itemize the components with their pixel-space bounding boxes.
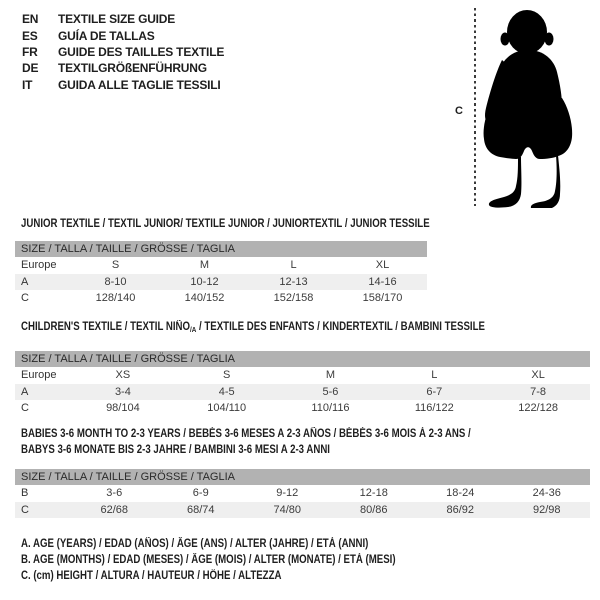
title-pre: CHILDREN'S TEXTILE / TEXTIL NIÑO [21, 321, 191, 333]
cell: 5-6 [279, 384, 383, 401]
size-header-row [15, 469, 590, 485]
cell: S [111, 259, 120, 272]
cell: 68/74 [158, 502, 245, 519]
cell: 158/170 [362, 292, 403, 305]
cell: 18-24 [446, 487, 475, 500]
cell: 10-12 [160, 274, 249, 291]
silhouette-head [507, 10, 547, 54]
lang-row-de [22, 60, 224, 76]
cell: 9-12 [276, 487, 299, 500]
cell: L [290, 259, 297, 272]
cell: 122/128 [518, 402, 558, 415]
cell: 86/92 [417, 502, 504, 519]
children-size-table [15, 351, 590, 417]
babies-title-line1: BABIES 3-6 MONTH TO 2-3 YEARS / BEBÉS 3-6 MESES A 2-3 AÑOS / BÉBÉS 3-6 MOIS À 2-3 ANS / [21, 428, 471, 440]
cell: 74/80 [244, 502, 331, 519]
cell: 6-7 [382, 384, 486, 401]
row-label: C [21, 402, 29, 415]
babies-title-line2: BABYS 3-6 MONATE BIS 2-3 JAHRE / BAMBINI 3-6 MESI A 2-3 ANNI [21, 443, 330, 456]
cell: 92/98 [504, 502, 591, 519]
size-header-label: SIZE / TALLA / TAILLE / GRÖSSE / TAGLIA [15, 351, 590, 367]
table-row [15, 384, 590, 401]
cell: XL [531, 369, 545, 382]
cell: 110/116 [311, 402, 350, 415]
size-header-row [15, 241, 427, 257]
lang-code: EN [22, 12, 39, 27]
table-row [15, 485, 590, 502]
cell: 8-10 [71, 274, 160, 291]
lang-code: FR [22, 44, 38, 59]
lang-title: GUIDA ALLE TAGLIE TESSILI [58, 77, 221, 92]
footnote-c [21, 568, 467, 584]
language-title-block [22, 11, 224, 93]
row-label: Europe [21, 259, 57, 272]
lang-code: ES [22, 28, 38, 43]
cell: 116/122 [414, 402, 454, 415]
footnote-a-text: A. AGE (YEARS) / EDAD (AÑOS) / ÂGE (ANS) / ALTER (JAHRE) / ETÀ (ANNI) [21, 538, 369, 550]
lang-row-it [22, 77, 224, 93]
size-header-label: SIZE / TALLA / TAILLE / GRÖSSE / TAGLIA [15, 469, 590, 485]
title-subscript: /A [190, 325, 197, 334]
cell: 24-36 [532, 487, 561, 500]
cell: 128/140 [95, 292, 136, 305]
lang-title: GUÍA DE TALLAS [58, 28, 155, 43]
height-measure-dotted-line [474, 8, 476, 206]
cell: 14-16 [338, 274, 427, 291]
lang-title: TEXTILE SIZE GUIDE [58, 12, 176, 27]
table-row [15, 290, 427, 307]
table-row [15, 257, 427, 274]
footnote-c-text: C. (cm) HEIGHT / ALTURA / HAUTEUR / HÖHE / ALTEZZA [21, 570, 282, 582]
lang-title: TEXTILGRÖßENFÜHRUNG [58, 61, 207, 76]
footnote-legend [21, 536, 467, 584]
junior-size-table [15, 241, 427, 307]
size-header-row [15, 351, 590, 367]
cell: 62/68 [71, 502, 158, 519]
lang-code: IT [22, 77, 33, 92]
cell: 12-18 [359, 487, 388, 500]
cell: 152/158 [273, 292, 314, 305]
babies-size-table [15, 469, 590, 518]
cell: L [431, 369, 438, 382]
size-header-label: SIZE / TALLA / TAILLE / GRÖSSE / TAGLIA [15, 241, 427, 257]
cell: 104/110 [207, 402, 247, 415]
footnote-a [21, 536, 467, 552]
junior-table-title-text: JUNIOR TEXTILE / TEXTIL JUNIOR/ TEXTILE JUNIOR / JUNIORTEXTIL / JUNIOR TESSILE [21, 218, 430, 230]
babies-table-title [21, 427, 556, 458]
cell: S [223, 369, 231, 382]
title-post: / TEXTILE DES ENFANTS / KINDERTEXTIL / BAMBINI TESSILE [196, 321, 485, 333]
cell: M [199, 259, 210, 272]
lang-row-en [22, 11, 224, 27]
lang-code: DE [22, 61, 39, 76]
cell: M [325, 369, 336, 382]
lang-row-fr [22, 44, 224, 60]
row-label: A [15, 384, 71, 401]
row-label: C [21, 292, 29, 305]
cell: 3-4 [71, 384, 175, 401]
footnote-b-text: B. AGE (MONTHS) / EDAD (MESES) / ÂGE (MOIS) / ALTER (MONATE) / ETÀ (MESI) [21, 554, 396, 566]
footnote-b [21, 552, 467, 568]
children-table-title [21, 321, 573, 334]
cell: 12-13 [249, 274, 338, 291]
table-row [15, 274, 427, 291]
cell: 80/86 [331, 502, 418, 519]
cell: 98/104 [106, 402, 140, 415]
table-row [15, 400, 590, 417]
row-label: C [15, 502, 71, 519]
junior-table-title [21, 218, 507, 230]
table-row [15, 367, 590, 384]
cell: XS [115, 369, 131, 382]
children-table-title-text [21, 321, 485, 334]
lang-title: GUIDE DES TAILLES TEXTILE [58, 44, 225, 59]
height-measure-label: C [455, 105, 463, 117]
cell: 4-5 [175, 384, 279, 401]
cell: 140/152 [184, 292, 225, 305]
cell: 6-9 [192, 487, 209, 500]
table-row [15, 502, 590, 519]
row-label: Europe [21, 369, 57, 382]
toddler-silhouette-image [478, 8, 578, 208]
row-label: B [21, 487, 29, 500]
cell: 7-8 [486, 384, 590, 401]
cell: 3-6 [106, 487, 123, 500]
lang-row-es [22, 27, 224, 43]
row-label: A [15, 274, 71, 291]
cell: XL [375, 259, 390, 272]
